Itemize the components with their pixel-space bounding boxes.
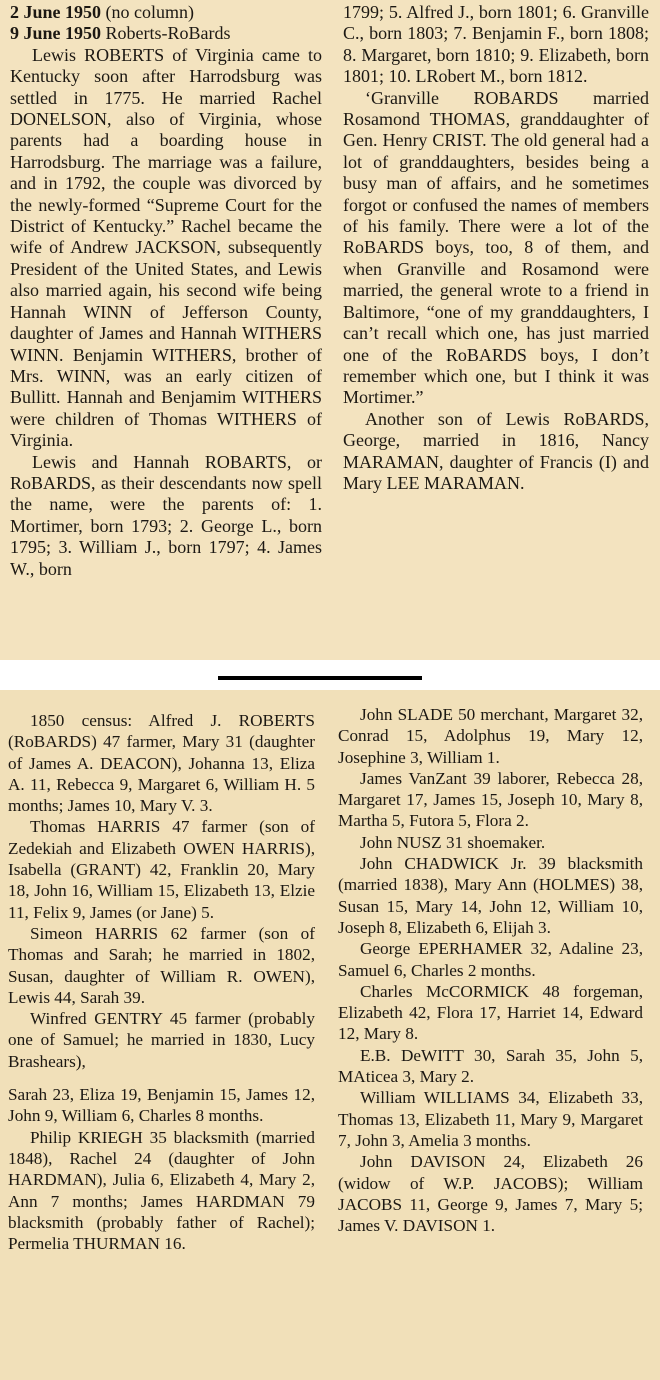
census-entry: John DAVISON 24, Elizabeth 26 (widow of W.P. JACOBS); William JACOBS 11, George 9, James 7, Mary 5; James V. DAVISON 1. xyxy=(338,1152,643,1236)
census-entry: Thomas HARRIS 47 farmer (son of Zedekiah and Elizabeth OWEN HARRIS), Isabella (GRANT) 42, Franklin 20, Mary 18, John 16, William 15, Elizabeth 13, Elzie 11, Felix 9, James (or Jane) 5. xyxy=(8,817,315,922)
page-gap xyxy=(0,660,660,690)
census-entry: William WILLIAMS 34, Elizabeth 33, Thomas 13, Elizabeth 11, Mary 9, Margaret 7, John 3, Amelia 3 months. xyxy=(338,1088,643,1150)
top-clipping xyxy=(0,0,660,660)
census-entry: Charles McCORMICK 48 forgeman, Elizabeth 42, Flora 17, Harriet 14, Edward 12, Mary 8. xyxy=(338,981,643,1044)
top-right-column xyxy=(343,2,649,494)
bottom-right-column xyxy=(338,704,643,1236)
column-heading-2-june xyxy=(10,2,322,23)
census-entry: Philip KRIEGH 35 blacksmith (married 1848), Rachel 24 (daughter of John HARDMAN), Julia 6, Elizabeth 4, Mary 2, Ann 7 months; James HARDMAN 79 blacksmith (probably father of Rachel); Permelia THURMAN 16. xyxy=(8,1127,315,1254)
heading-note: (no column) xyxy=(105,2,194,22)
census-entry: Simeon HARRIS 62 farmer (son of Thomas and Sarah; he married in 1802, Susan, daughter of William R. OWEN), Lewis 44, Sarah 39. xyxy=(8,923,315,1007)
article-paragraph: ‘Granville ROBARDS married Rosamond THOMAS, granddaughter of Gen. Henry CRIST. The old general had a lot of granddaughters, besides being a busy man of affairs, and he sometimes forgot or confused the names of members of his family. There were a lot of the RoBARDS boys, too, 8 of them, and when Granville and Rosamond were married, the general wrote to a friend in Baltimore, “one of my granddaughters, I can’t recall which one, has just married one of the RoBARDS boys, I don’t remember which one, but I think it was Mortimer.” xyxy=(343,87,649,408)
census-entry: Sarah 23, Eliza 19, Benjamin 15, James 12, John 9, William 6, Charles 8 months. xyxy=(8,1085,315,1126)
census-entry: E.B. DeWITT 30, Sarah 35, John 5, MAticea 3, Mary 2. xyxy=(338,1045,643,1087)
section-divider xyxy=(218,676,422,680)
census-entry: Winfred GENTRY 45 farmer (probably one of Samuel; he married in 1830, Lucy Brashears), xyxy=(8,1009,315,1071)
column-heading-9-june xyxy=(10,23,322,44)
bottom-left-column xyxy=(8,710,315,1254)
census-entry: 1850 census: Alfred J. ROBERTS (RoBARDS) 47 farmer, Mary 31 (daughter of James A. DEACON), Johanna 13, Eliza A. 11, Rebecca 9, Margaret 6, William H. 5 months; James 10, Mary V. 3. xyxy=(8,711,315,816)
census-entry: James VanZant 39 laborer, Rebecca 28, Margaret 17, James 15, Joseph 10, Mary 8, Martha 5, Futora 5, Flora 2. xyxy=(338,768,643,831)
census-entry: John NUSZ 31 shoemaker. xyxy=(360,832,546,852)
bottom-clipping xyxy=(0,690,660,1380)
article-paragraph: 1799; 5. Alfred J., born 1801; 6. Granville C., born 1803; 7. Benjamin F., born 1808; 8. Margaret, born 1810; 9. Elizabeth, born 1801; 10. LRobert M., born 1812. xyxy=(343,2,649,87)
census-entry: John CHADWICK Jr. 39 blacksmith (married 1838), Mary Ann (HOLMES) 38, Susan 15, Mary 14, John 12, William 10, Joseph 8, Elizabeth 6, Elijah 3. xyxy=(338,854,643,937)
census-entry: John SLADE 50 merchant, Margaret 32, Conrad 15, Adolphus 19, Mary 12, Josephine 3, William 1. xyxy=(338,705,643,767)
census-entry: George EPERHAMER 32, Adaline 23, Samuel 6, Charles 2 months. xyxy=(338,939,643,980)
article-paragraph: Another son of Lewis RoBARDS, George, married in 1816, Nancy MARAMAN, daughter of Francis (I) and Mary LEE MARAMAN. xyxy=(343,408,649,493)
article-paragraph: Lewis ROBERTS of Virginia came to Kentucky soon after Harrodsburg was settled in 1775. He married Rachel DONELSON, also of Virginia, whose parents had a boarding house in Harrodsburg. The marriage was a failure, and in 1792, the couple was divorced by the newly-formed “Supreme Court for the District of Kentucky.” Rachel became the wife of Andrew JACKSON, subsequently President of the United States, and Lewis also married again, his second wife being Hannah WINN of Jefferson County, daughter of James and Hannah WITHERS WINN. Benjamin WITHERS, brother of Mrs. WINN, was an early citizen of Bullitt. Hannah and Benjamim WITHERS were children of Thomas WITHERS of Virginia. xyxy=(10,44,322,451)
article-paragraph: Lewis and Hannah ROBARTS, or RoBARDS, as their descendants now spell the name, were the parents of: 1. Mortimer, born 1793; 2. George L., born 1795; 3. William J., born 1797; 4. James W., born xyxy=(10,451,322,579)
top-left-column xyxy=(10,2,322,580)
heading-date: 9 June 1950 xyxy=(10,23,102,44)
heading-note: Roberts-RoBards xyxy=(105,23,231,44)
heading-date: 2 June 1950 xyxy=(10,2,102,22)
